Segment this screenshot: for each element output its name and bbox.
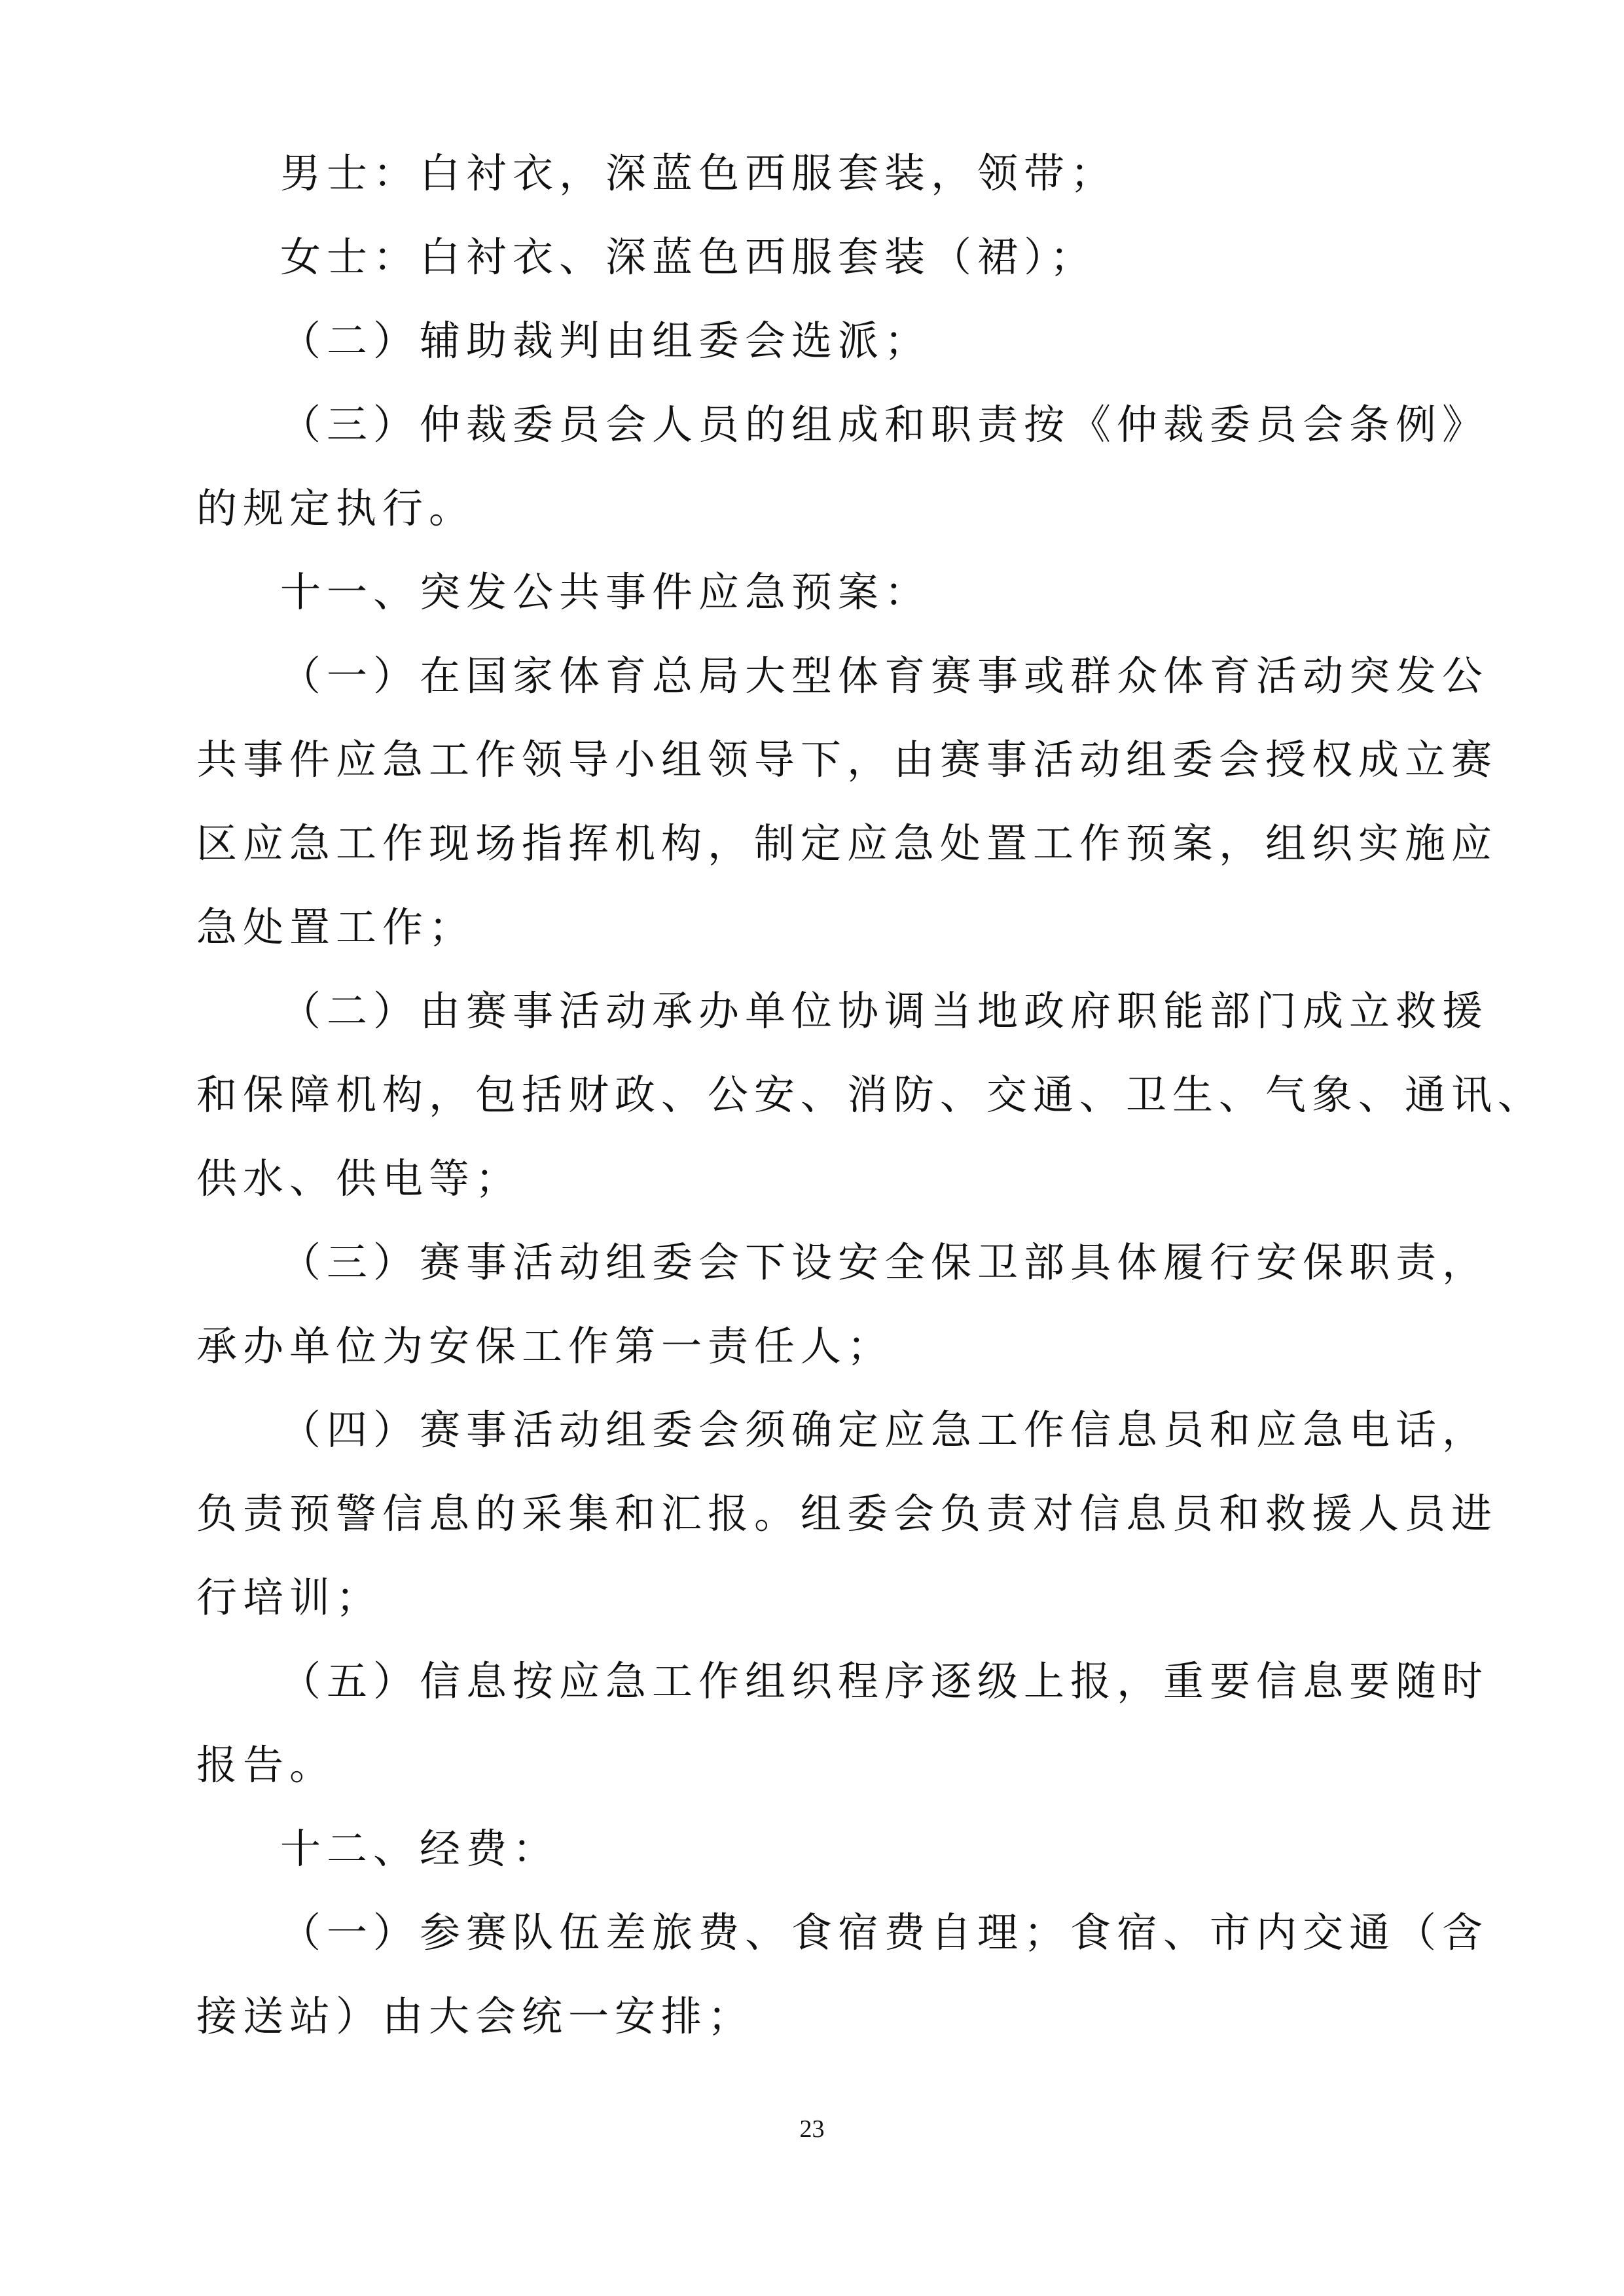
text-line: 接送站）由大会统一安排； (196, 1992, 755, 2040)
text-line: 的规定执行。 (196, 484, 476, 532)
text-line: 承办单位为安保工作第一责任人； (196, 1322, 894, 1370)
text-line: （四）赛事活动组委会须确定应急工作信息员和应急电话， (280, 1406, 1489, 1454)
text-line: （三）赛事活动组委会下设安全保卫部具体履行安保职责， (280, 1238, 1489, 1286)
text-line: （一）在国家体育总局大型体育赛事或群众体育活动突发公 (280, 652, 1489, 700)
section-heading: 十二、经费： (280, 1825, 560, 1873)
text-line: 和保障机构，包括财政、公安、消防、交通、卫生、气象、通讯、 (196, 1071, 1545, 1119)
text-line: 男士：白衬衣，深蓝色西服套装，领带； (280, 149, 1117, 197)
text-line: （一）参赛队伍差旅费、食宿费自理；食宿、市内交通（含 (280, 1909, 1489, 1956)
text-line: （三）仲裁委员会人员的组成和职责按《仲裁委员会条例》 (280, 401, 1489, 448)
text-line: 共事件应急工作领导小组领导下，由赛事活动组委会授权成立赛 (196, 736, 1498, 783)
text-line: 区应急工作现场指挥机构，制定应急处置工作预案，组织实施应 (196, 819, 1498, 867)
text-line: （二）辅助裁判由组委会选派； (280, 317, 931, 365)
page-number: 23 (799, 2115, 825, 2143)
text-line: 负责预警信息的采集和汇报。组委会负责对信息员和救援人员进 (196, 1490, 1498, 1537)
section-heading: 十一、突发公共事件应急预案： (280, 568, 931, 616)
text-line: （二）由赛事活动承办单位协调当地政府职能部门成立救援 (280, 987, 1489, 1035)
text-line: 行培训； (196, 1573, 383, 1621)
text-line: 报告。 (196, 1741, 336, 1789)
text-line: 急处置工作； (196, 903, 476, 951)
text-line: （五）信息按应急工作组织程序逐级上报，重要信息要随时 (280, 1657, 1489, 1705)
text-line: 供水、供电等； (196, 1155, 522, 1202)
text-line: 女士：白衬衣、深蓝色西服套装（裙）； (280, 233, 1097, 281)
